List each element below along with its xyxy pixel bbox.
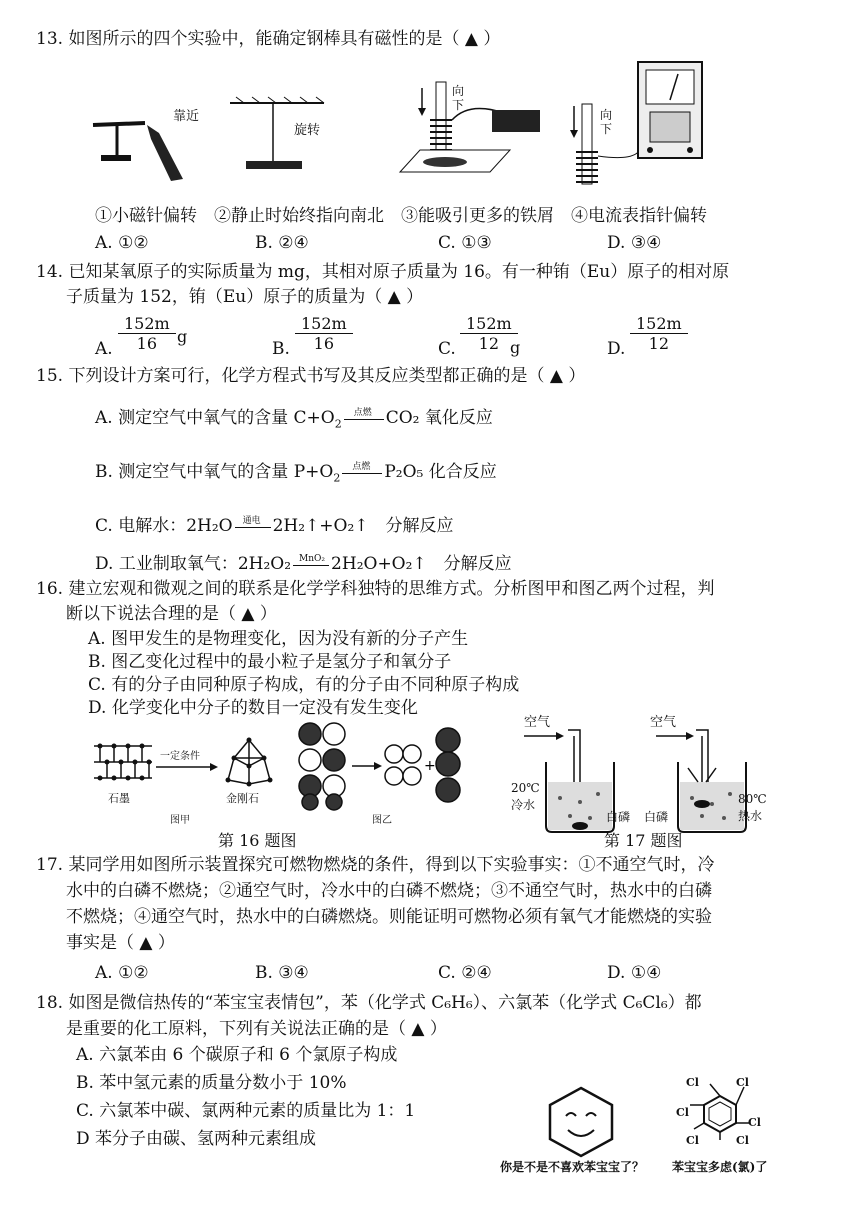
q16-graphite-label: 石墨 xyxy=(108,792,130,805)
q18-option-c: C. 六氯苯中碳、氯两种元素的质量比为 1：1 xyxy=(76,1101,416,1121)
q14-option-c-letter: C. xyxy=(438,339,456,359)
q13-statements: ①小磁针偏转 ②静止时始终指向南北 ③能吸引更多的铁屑 ④电流表指针偏转 xyxy=(95,206,707,226)
q14-option-a-fraction xyxy=(118,314,176,353)
q16-stem-line2: 断以下说法合理的是（ ▲ ） xyxy=(66,604,277,624)
q16-option-d: D. 化学变化中分子的数目一定没有发生变化 xyxy=(88,698,418,718)
q16-option-c: C. 有的分子由同种原子构成，有的分子由不同种原子构成 xyxy=(88,675,520,695)
q15-b-arrow xyxy=(340,461,384,480)
q16-graphite-structure xyxy=(92,736,154,790)
q13-fig-coil-meter xyxy=(566,60,726,190)
q18-caption-left: 你是不是不喜欢苯宝宝了？ xyxy=(500,1160,645,1174)
q18-option-a: A. 六氯苯由 6 个碳原子和 6 个氯原子构成 xyxy=(76,1045,398,1065)
q17-stem-line3: 不燃烧；④通空气时，热水中的白磷燃烧。则能证明可燃物必须有氧气才能燃烧的实验 xyxy=(66,907,712,927)
q14-a-numerator: 152m xyxy=(118,314,176,334)
q15-a-products: CO₂ 氧化反应 xyxy=(385,408,493,428)
q18-cl-2: Cl xyxy=(736,1076,749,1089)
q16-condition-arrow xyxy=(156,762,218,772)
q14-c-denominator: 12 xyxy=(478,334,500,353)
q15-option-d xyxy=(95,553,512,575)
q17-caption: 第 17 题图 xyxy=(604,831,683,850)
q17-hot-temp: 80℃ xyxy=(738,792,767,806)
q17-hot-water: 热水 xyxy=(738,809,763,823)
q14-option-d-letter: D. xyxy=(607,339,626,359)
q15-b-sub: 2 xyxy=(333,471,341,485)
q13-option-c: C. ①③ xyxy=(438,233,492,253)
q15-c-reactants: C. 电解水：2H₂O xyxy=(95,516,233,536)
q16-stem-line1: 16. 建立宏观和微观之间的联系是化学学科独特的思维方式。分析图甲和图乙两个过程，判 xyxy=(36,579,715,599)
q17-white-phosphorus-2: 白磷 xyxy=(644,810,669,824)
q13-option-a: A. ①② xyxy=(95,233,149,253)
q16-option-a: A. 图甲发生的是物理变化，因为没有新的分子产生 xyxy=(88,629,469,649)
q17-air-label-1: 空气 xyxy=(524,715,551,730)
q15-b-condition: 点燃 xyxy=(352,461,371,472)
q18-cl-6: Cl xyxy=(736,1134,749,1147)
q15-a-condition: 点燃 xyxy=(353,407,372,418)
q16-caption: 第 16 题图 xyxy=(218,831,297,850)
q18-benzene-face-icon xyxy=(546,1086,616,1158)
q18-option-d: D 苯分子由碳、氢两种元素组成 xyxy=(76,1129,317,1149)
q15-stem: 15. 下列设计方案可行，化学方程式书写及其反应类型都正确的是（ ▲ ） xyxy=(36,366,586,386)
q13-option-d: D. ③④ xyxy=(607,233,662,253)
q14-b-denominator: 16 xyxy=(313,334,335,353)
q13-label-rotate: 旋转 xyxy=(294,123,321,138)
q14-c-unit: g xyxy=(510,338,521,357)
q14-c-numerator: 152m xyxy=(460,314,518,334)
q14-d-denominator: 12 xyxy=(648,334,670,353)
q18-cl-5: Cl xyxy=(686,1134,699,1147)
q14-d-numerator: 152m xyxy=(630,314,688,334)
q15-option-a xyxy=(95,407,493,435)
q17-white-phosphorus-1: 白磷 xyxy=(606,810,631,824)
q17-air-label-2: 空气 xyxy=(650,715,677,730)
q14-a-unit: g xyxy=(177,327,188,346)
q18-option-b: B. 苯中氢元素的质量分数小于 10% xyxy=(76,1073,347,1093)
q15-d-condition: MnO₂ xyxy=(299,553,326,564)
q15-d-products: 2H₂O+O₂↑ 分解反应 xyxy=(331,554,512,574)
q14-option-a-letter: A. xyxy=(95,339,113,359)
q17-option-b: B. ③④ xyxy=(255,963,309,983)
q16-fig-a-label: 图甲 xyxy=(170,815,190,826)
q18-cl-1: Cl xyxy=(686,1076,699,1089)
q13-option-b: B. ②④ xyxy=(255,233,309,253)
q14-option-b-letter: B. xyxy=(272,339,290,359)
q17-stem-line4: 事实是（ ▲ ） xyxy=(66,933,175,953)
q17-option-c: C. ②④ xyxy=(438,963,492,983)
q16-condition-label: 一定条件 xyxy=(160,751,200,762)
q18-cl-4: Cl xyxy=(748,1116,761,1129)
q15-c-condition: 通电 xyxy=(242,515,261,526)
q15-a-reactants: A. 测定空气中氧气的含量 C+O xyxy=(95,408,335,428)
q15-a-sub: 2 xyxy=(334,417,342,431)
q17-cold-temp: 20℃ xyxy=(511,781,540,795)
q18-stem-line1: 18. 如图是微信热传的“苯宝宝表情包”，苯（化学式 C₆H₆）、六氯苯（化学式 C₆Cl₆）都 xyxy=(36,993,702,1013)
q15-d-reactants: D. 工业制取氧气：2H₂O₂ xyxy=(95,554,292,574)
q15-c-arrow xyxy=(233,515,273,534)
q14-option-b-fraction xyxy=(295,314,353,353)
q18-stem-line2: 是重要的化工原料，下列有关说法正确的是（ ▲ ） xyxy=(66,1019,447,1039)
q15-a-arrow xyxy=(342,407,386,426)
q17-stem-line2: 水中的白磷不燃烧；②通空气时，冷水中的白磷不燃烧；③不通空气时，热水中的白磷 xyxy=(66,881,712,901)
q14-b-numerator: 152m xyxy=(295,314,353,334)
q17-option-a: A. ①② xyxy=(95,963,149,983)
q15-option-c xyxy=(95,515,454,537)
q13-label-dir2: 向下 xyxy=(600,108,613,136)
q16-option-b: B. 图乙变化过程中的最小粒子是氢分子和氧分子 xyxy=(88,652,452,672)
q15-b-products: P₂O₅ 化合反应 xyxy=(384,462,497,482)
q13-stem: 13. 如图所示的四个实验中，能确定钢棒具有磁性的是（ ▲ ） xyxy=(36,29,501,49)
q15-d-arrow xyxy=(291,553,331,572)
q17-cold-water: 冷水 xyxy=(511,798,536,812)
q14-a-denominator: 16 xyxy=(136,334,158,353)
q16-diamond-structure xyxy=(224,736,274,790)
q14-stem-line1: 14. 已知某氧原子的实际质量为 mg，其相对原子质量为 16。有一种铕（Eu）原子的相对原 xyxy=(36,262,730,282)
q17-option-d: D. ①④ xyxy=(607,963,662,983)
q16-diamond-label: 金刚石 xyxy=(226,792,259,805)
q13-fig-hanging xyxy=(228,95,338,185)
q16-fig-b-label: 图乙 xyxy=(372,815,392,826)
q13-label-near: 靠近 xyxy=(173,109,200,124)
q18-cl-3: Cl xyxy=(676,1106,689,1119)
q13-label-dir1: 向下 xyxy=(452,84,465,112)
q16-molecule-diagram xyxy=(296,720,486,810)
q15-c-products: 2H₂↑+O₂↑ 分解反应 xyxy=(272,516,454,536)
q18-caption-right: 苯宝宝多虑(氯)了 xyxy=(672,1160,768,1174)
q15-option-b xyxy=(95,461,497,489)
svg-text:+: + xyxy=(424,758,436,774)
q14-stem-line2: 子质量为 152，铕（Eu）原子的质量为（ ▲ ） xyxy=(66,287,424,307)
q13-fig-coil-iron xyxy=(400,80,550,190)
q17-stem-line1: 17. 某同学用如图所示装置探究可燃物燃烧的条件，得到以下实验事实：①不通空气时，冷 xyxy=(36,855,715,875)
q15-b-reactants: B. 测定空气中氧气的含量 P+O xyxy=(95,462,334,482)
q14-option-d-fraction xyxy=(630,314,688,353)
